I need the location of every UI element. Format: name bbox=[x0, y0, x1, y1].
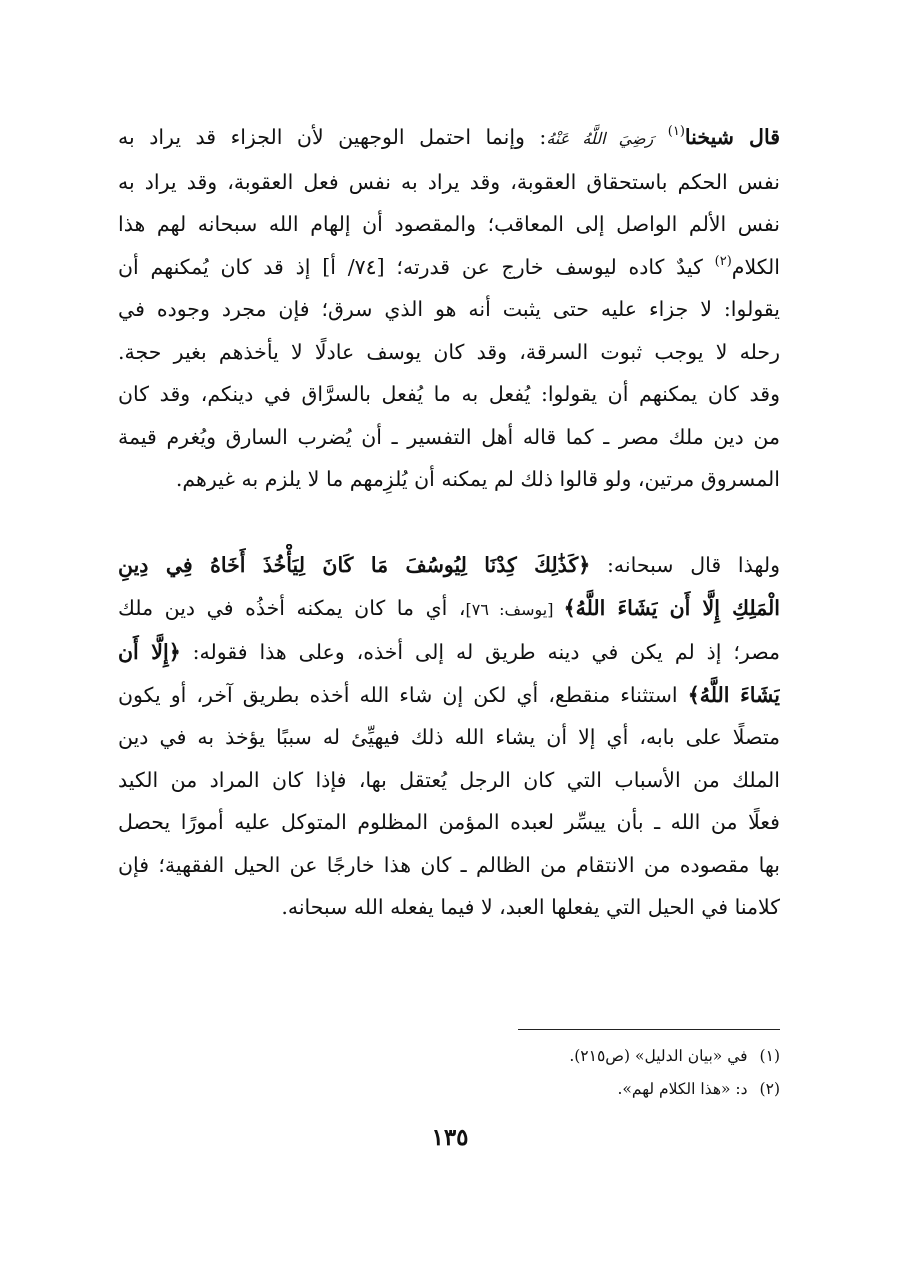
quran-verse: يَشَاءَ اللَّهُ﴾ bbox=[687, 682, 780, 707]
body-text: ولهذا قال سبحانه: bbox=[590, 553, 780, 577]
footnote-1 bbox=[120, 1040, 780, 1073]
paragraph-2-line bbox=[118, 631, 780, 674]
body-text: مصر؛ إذ لم يكن في دينه طريق له إلى أخذه، وعلى هذا فقوله: bbox=[180, 640, 780, 664]
honorific-phrase: رَضِيَ اللَّهُ عَنْهُ bbox=[546, 129, 654, 148]
paragraph-2-line: بها مقصوده من الانتقام من الظالم ـ كان هذا خارجًا عن الحيل الفقهية؛ فإن bbox=[118, 852, 780, 877]
footnote-ref-1[interactable]: (١) bbox=[667, 124, 685, 139]
paragraph-1-line: المسروق مرتين، ولو قالوا ذلك لم يمكنه أن يُلزِمهم ما لا يلزم به غيرهم. bbox=[175, 467, 780, 491]
paragraph-1-line: رحله لا يوجب ثبوت السرقة، وقد كان يوسف عادلًا لا يأخذهم بغير حجة. bbox=[118, 339, 780, 364]
quran-verse: الْمَلِكِ إِلَّا أَن يَشَاءَ اللَّهُ﴾ bbox=[563, 595, 780, 620]
footnote-ref-2[interactable]: (٢) bbox=[714, 253, 732, 269]
paragraph-1 bbox=[118, 116, 780, 501]
footnote-2 bbox=[120, 1073, 780, 1106]
footnotes bbox=[120, 1040, 780, 1106]
paragraph-2-line: متصلًا على بابه، أي إلا أن يشاء الله ذلك فيهيِّئ له سببًا يؤخذ به في دين bbox=[118, 725, 780, 749]
body-text: : وإنما احتمل الوجهين لأن الجزاء قد يراد به bbox=[118, 125, 547, 149]
quran-verse: ﴿كَذَٰلِكَ كِدْنَا لِيُوسُفَ مَا كَانَ لِيَأْخُذَ أَخَاهُ فِي دِينِ bbox=[118, 553, 591, 577]
verse-reference: [يوسف: ٧٦] bbox=[465, 599, 564, 619]
quran-verse: ﴿إِلَّا أَن bbox=[118, 640, 181, 664]
body-text: ، أي ما كان يمكنه أخذُه في دين ملك bbox=[118, 595, 466, 620]
footnote-number: (٢) bbox=[759, 1080, 780, 1098]
lead-phrase: قال شيخنا bbox=[684, 125, 780, 149]
paragraph-2-line bbox=[118, 587, 780, 632]
paragraph-1-line: نفس الحكم باستحقاق العقوبة، وقد يراد به نفس فعل العقوبة، وقد يراد به bbox=[118, 169, 780, 194]
footnote-number: (١) bbox=[759, 1047, 780, 1065]
paragraph-2-line: كلامنا في الحيل التي يفعلها العبد، لا فيما يفعله الله سبحانه. bbox=[281, 895, 780, 919]
body-text: الكلام bbox=[731, 254, 780, 279]
paragraph-1-line bbox=[118, 116, 780, 161]
body-text: استثناء منقطع، أي لكن إن شاء الله أخذه بطريق آخر، أو يكون bbox=[118, 682, 688, 707]
paragraph-2-line: الملك من الأسباب التي كان الرجل يُعتقل بها، فإذا كان المراد من الكيد bbox=[118, 767, 780, 792]
paragraph-2 bbox=[118, 544, 780, 929]
paragraph-1-line: وقد كان يمكنهم أن يقولوا: يُفعل به ما يُفعل بالسرَّاق في دينكم، وقد كان bbox=[118, 382, 780, 406]
paragraph-1-line: يقولوا: لا جزاء عليه حتى يثبت أنه هو الذي سرق؛ فإن مجرد وجوده في bbox=[118, 297, 780, 321]
page-number: ١٣٥ bbox=[431, 1124, 469, 1151]
paragraph-2-line: فعلًا من الله ـ بأن ييسِّر لعبده المؤمن المظلوم المتوكل عليه أمورًا يحصل bbox=[118, 810, 780, 834]
footnote-text: في «بيان الدليل» (ص٢١٥). bbox=[569, 1047, 748, 1065]
footnote-text: د: «هذا الكلام لهم». bbox=[617, 1080, 748, 1098]
footnote-separator bbox=[518, 1029, 780, 1030]
body-text: كيدٌ كاده ليوسف خارج عن قدرته؛ [٧٤/ أ] إذ قد كان يُمكنهم أن bbox=[118, 254, 715, 279]
paragraph-2-line bbox=[118, 674, 780, 717]
paragraph-2-line bbox=[118, 544, 780, 587]
paragraph-1-line: نفس الألم الواصل إلى المعاقب؛ والمقصود أن إلهام الله سبحانه لهم هذا bbox=[118, 212, 780, 236]
paragraph-1-line bbox=[118, 246, 780, 289]
paragraph-1-line: من دين ملك مصر ـ كما قاله أهل التفسير ـ أن يُضرب السارق ويُغرم قيمة bbox=[118, 424, 780, 449]
